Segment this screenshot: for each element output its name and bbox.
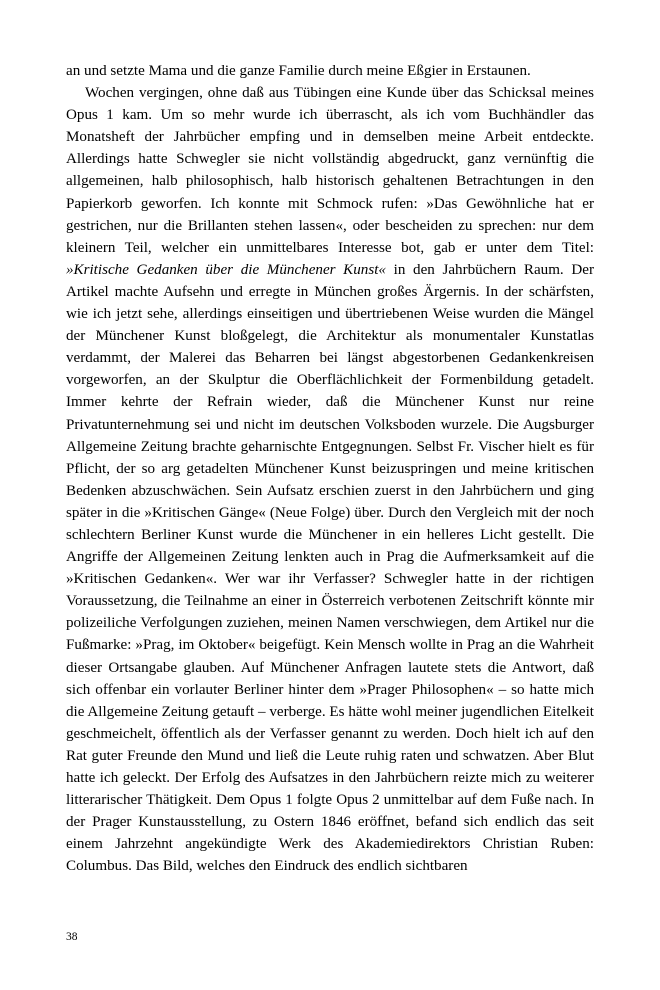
text-run: an und setzte Mama und die ganze Familie durch meine Eßgier in Erstaunen. bbox=[66, 63, 531, 79]
paragraph-list bbox=[66, 60, 594, 877]
page-number: 38 bbox=[66, 931, 78, 943]
italic-title-run: »Kritische Gedanken über die Münchener Kunst« bbox=[66, 261, 386, 278]
paragraph bbox=[66, 82, 594, 877]
paragraph bbox=[66, 60, 594, 82]
text-run: in den Jahrbüchern Raum. Der Artikel machte Aufsehn und erregte in München großes Ärgernis. In der schärfsten, wie ich jetzt sehe, allerdings einseitigen und übertriebenen Weise wurden die Mängel der Münchener Kunst bloßgelegt, die Architektur als monumentaler Kunstatlas verdammt, der Malerei das Beharren bei längst abgestorbenen Gedankenkreisen vorgeworfen, an der Skulptur die Oberflächlichkeit der Formenbildung getadelt. Immer kehrte der Refrain wieder, daß die Münchener Kunst nur reine Privatunternehmung sei und nicht im deutschen Volksboden wurzele. Die Augsburger Allgemeine Zeitung brachte geharnischte Entgegnungen. Selbst Fr. Vischer hielt es für Pflicht, der so arg getadelten Münchener Kunst beizuspringen und meine kritischen Bedenken abzuschwächen. Sein Aufsatz erschien zuerst in den Jahrbüchern und ging später in die »Kritischen Gänge« (Neue Folge) über. Durch den Vergleich mit der noch schlechtern Berliner Kunst wurde die Münchener in ein helleres Licht gestellt. Die Angriffe der Allgemeinen Zeitung lenkten auch in Prag die Aufmerksamkeit auf die »Kritischen Gedanken«. Wer war ihr Verfasser? Schwegler hatte in der richtigen Voraussetzung, die Teilnahme an einer in Österreich verbotenen Zeitschrift könnte mir polizeiliche Verfolgungen zuziehen, meinen Namen verschwiegen, dem Artikel nur die Fußmarke: »Prag, im Oktober« beigefügt. Kein Mensch wollte in Prag an die Wahrheit dieser Ortsangabe glauben. Auf Münchener Anfragen lautete stets die Antwort, daß sich offenbar ein vorlauter Berliner hinter dem »Prager Philosophen« – so hatte mich die Allgemeine Zeitung getauft – verberge. Es hätte wohl meiner jugendlichen Eitelkeit geschmeichelt, öffentlich als der Verfasser genannt zu werden. Doch hielt ich auf den Rat guter Freunde den Mund und ließ die Leute ruhig raten und schwatzen. Aber Blut hatte ich geleckt. Der Erfolg des Aufsatzes in den Jahrbüchern reizte mich zu weiterer litterarischer Thätigkeit. Dem Opus 1 folgte Opus 2 unmittelbar auf dem Fuße nach. In der Prager Kunstausstellung, zu Ostern 1846 eröffnet, befand sich endlich das seit einem Jahrzehnt angekündigte Werk des Akademiedirektors Christian Ruben: Columbus. Das Bild, welches den Eindruck des endlich sichtbaren bbox=[66, 261, 594, 875]
body-text-column bbox=[66, 60, 594, 877]
text-run: Wochen vergingen, ohne daß aus Tübingen eine Kunde über das Schicksal meines Opus 1 kam. Um so mehr wurde ich überrascht, als ich vom Buchhändler das Monatsheft der Jahrbücher empfing und in demselben meine Arbeit entdeckte. Allerdings hatte Schwegler sie nicht vollständig abgedruckt, ganz vernünftig die allgemeinen, halb philosophisch, halb historisch gehaltenen Betrachtungen in den Papierkorb geworfen. Ich konnte mit Schmock rufen: »Das Gewöhnliche hat er gestrichen, nur die Brillanten stehen lassen«, oder bescheiden zu sprechen: nur dem kleinern Teil, welcher ein unmittelbares Interesse bot, gab er unter dem Titel: bbox=[66, 85, 594, 256]
